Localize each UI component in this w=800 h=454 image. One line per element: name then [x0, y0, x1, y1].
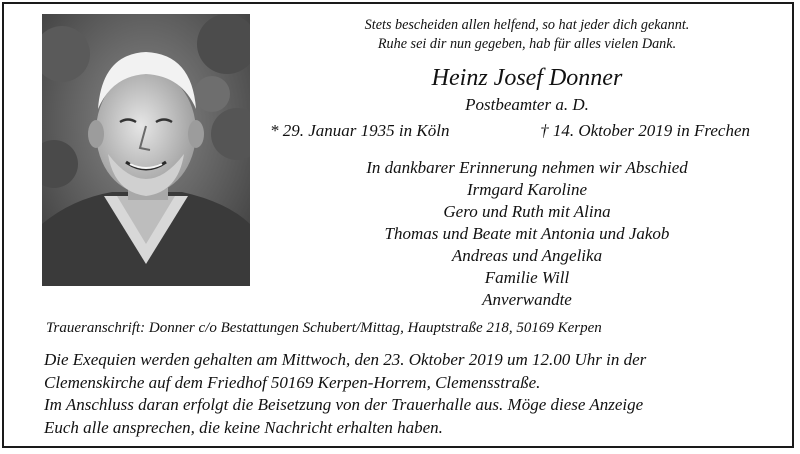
- notice-line: Clemenskirche auf dem Friedhof 50169 Kerpen-Horrem, Clemensstraße.: [44, 372, 541, 392]
- mourner-line: Thomas und Beate mit Antonia und Jakob: [384, 224, 670, 243]
- mourner-line: Anverwandte: [482, 290, 572, 309]
- mourner-line: Familie Will: [484, 268, 570, 287]
- motto-line-2: Ruhe sei dir nun gegeben, hab für alles vielen Dank.: [377, 36, 677, 52]
- mourners-intro: In dankbarer Erinnerung nehmen wir Abschied: [366, 158, 688, 177]
- mourner-line: Irmgard Karoline: [466, 180, 588, 199]
- death-date: † 14. Oktober 2019 in Frechen: [540, 121, 750, 140]
- mourner-line: Gero und Ruth mit Alina: [443, 202, 611, 221]
- notice-line: Die Exequien werden gehalten am Mittwoch, den 23. Oktober 2019 um 12.00 Uhr in der: [44, 350, 647, 369]
- deceased-name: Heinz Josef Donner: [431, 65, 623, 91]
- mourners-list: [260, 157, 794, 311]
- motto-line-1: Stets bescheiden allen helfend, so hat jeder dich gekannt.: [364, 17, 690, 33]
- motto: [260, 16, 794, 54]
- portrait-illustration: [42, 14, 250, 286]
- portrait-photo: [42, 14, 250, 286]
- notice-line: Euch alle ansprechen, die keine Nachricht erhalten haben.: [44, 417, 443, 437]
- mourner-line: Andreas und Angelika: [451, 246, 603, 265]
- deceased-occupation: Postbeamter a. D.: [465, 95, 589, 114]
- mourning-address: Traueranschrift: Donner c/o Bestattungen Schubert/Mittag, Hauptstraße 218, 50169 Kerpen: [46, 320, 602, 336]
- funeral-notice: [44, 349, 646, 439]
- birth-date: * 29. Januar 1935 in Köln: [270, 121, 450, 140]
- notice-line: Im Anschluss daran erfolgt die Beisetzung von der Trauerhalle aus. Möge diese Anzeige: [44, 395, 644, 414]
